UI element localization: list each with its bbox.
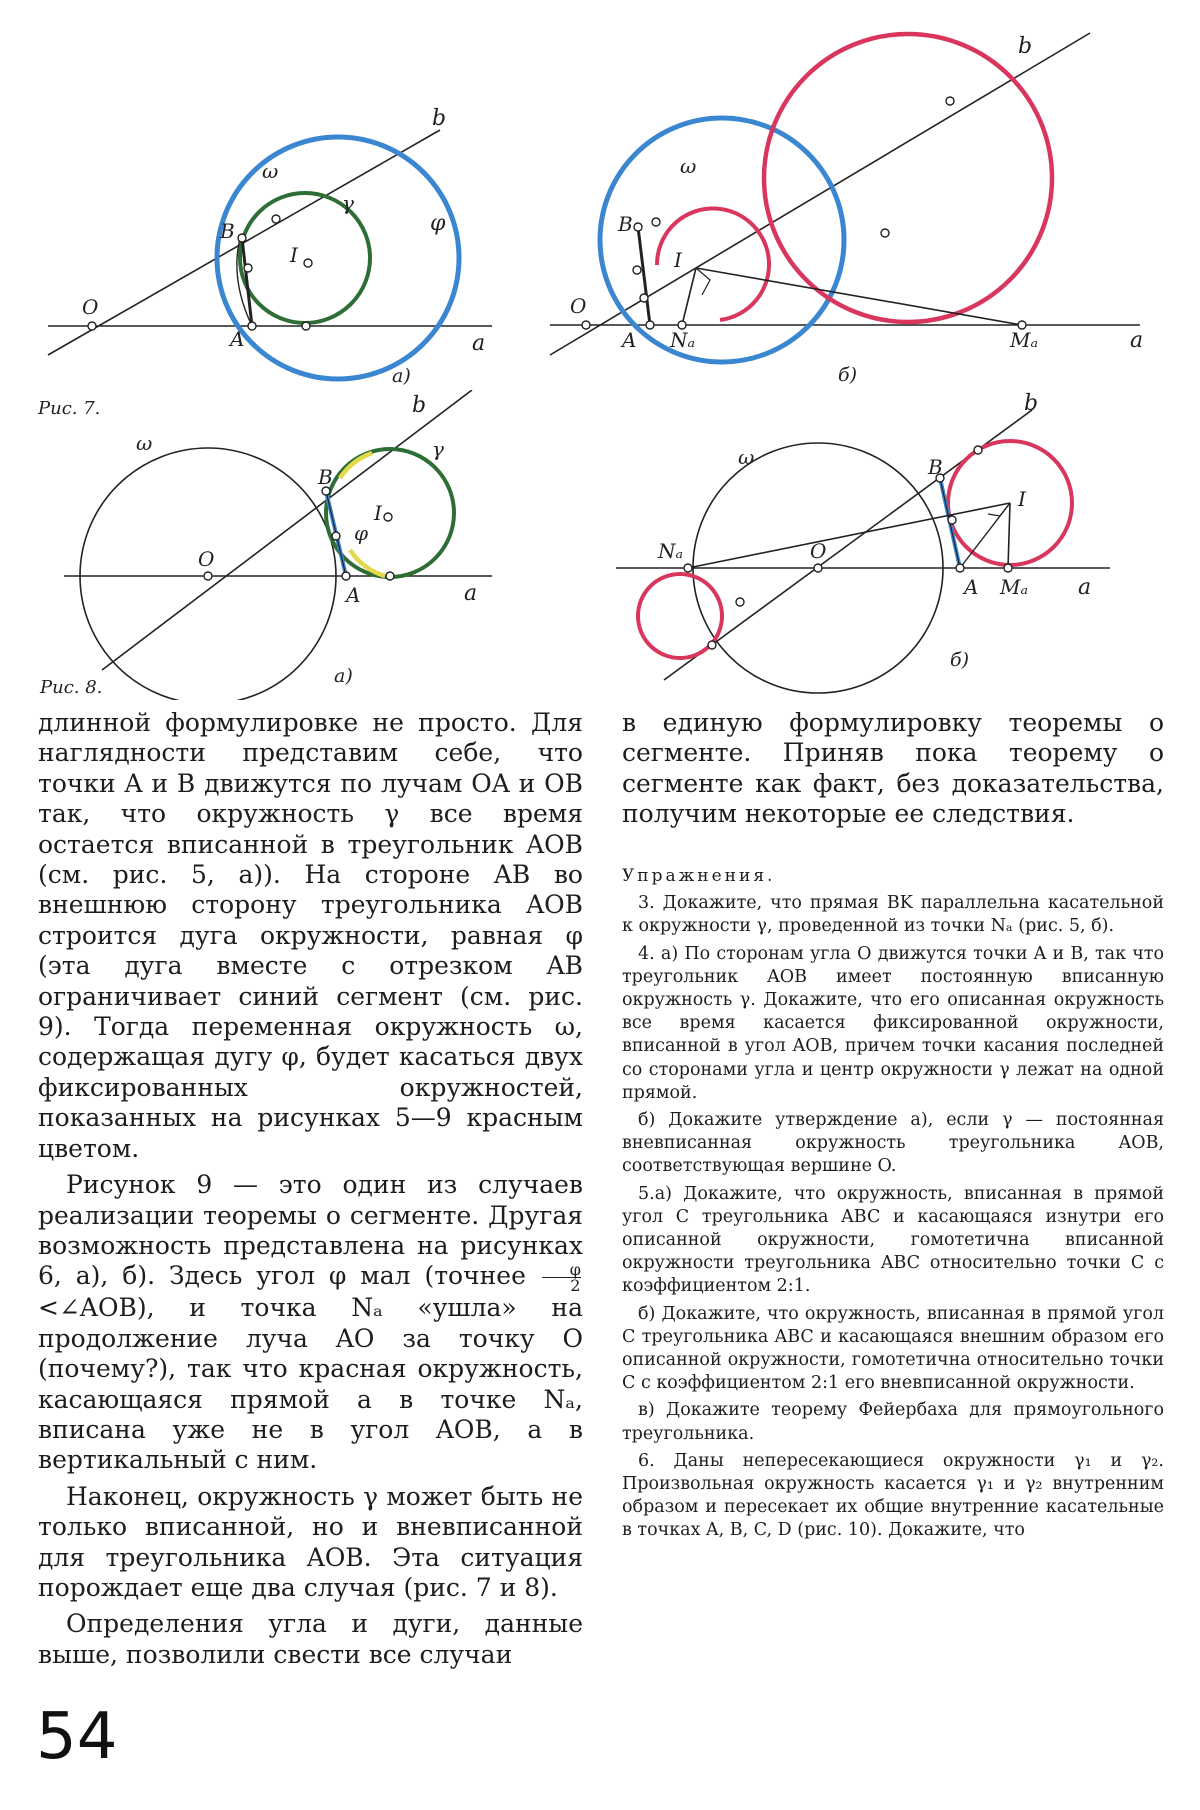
- label-b: b: [412, 393, 427, 418]
- label-I: I: [290, 243, 298, 267]
- label-a: a: [1078, 575, 1092, 600]
- label-I: I: [674, 248, 682, 272]
- label-O: O: [810, 539, 827, 563]
- paragraph: Определения угла и дуги, данные выше, позволили свести все случаи: [38, 1609, 583, 1669]
- label-Ma: Mₐ: [1000, 575, 1028, 599]
- label-Ma: Mₐ: [1010, 328, 1038, 352]
- label-B: B: [928, 455, 943, 479]
- paragraph: в единую формулировку теоремы о сегменте. Приняв пока теорему о сегменте как факт, без доказательства, получим некоторые ее следствия.: [622, 708, 1164, 829]
- paragraph: Наконец, окружность γ может быть не только вписанной, но и вневписанной для треугольника AOB. Эта ситуация порождает еще два случая (рис. 7 и 8).: [38, 1481, 583, 1602]
- label-a: a: [464, 581, 478, 606]
- label-B: B: [318, 465, 333, 489]
- exercise-3: 3. Докажите, что прямая BK параллельна касательной к окружности γ, проведенной из точки Nₐ (рис. 5, б).: [622, 893, 1164, 937]
- label-gamma: γ: [342, 191, 354, 215]
- label-I: I: [1018, 487, 1026, 511]
- label-phi: φ: [430, 211, 446, 236]
- label-I: I: [374, 501, 382, 525]
- circle-omega: [217, 137, 459, 379]
- label-A: A: [230, 327, 245, 351]
- figure-7b: [540, 15, 1180, 400]
- left-column: [38, 708, 583, 1670]
- exercises-title: Упражнения.: [622, 866, 776, 886]
- figure-7-caption: Рис. 7.: [38, 398, 101, 419]
- label-Na: Nₐ: [658, 539, 684, 563]
- label-B: B: [618, 212, 633, 236]
- fraction-numerator: φ: [542, 1262, 581, 1278]
- paragraph: [38, 1170, 583, 1476]
- label-B: B: [220, 219, 235, 243]
- label-A: A: [964, 575, 979, 599]
- exercise-5a: 5.а) Докажите, что окружность, вписанная в прямой угол C треугольника ABC и касающаяся изнутри его описанной окружности, гомотетична вписанной окружности треугольника ABC относительно точки C с коэффициентом 2:1.: [622, 1183, 1164, 1297]
- sub-label: б): [838, 364, 858, 386]
- label-O: O: [570, 294, 587, 318]
- line-b: [550, 33, 1090, 355]
- label-a: a: [472, 331, 486, 356]
- sub-label: б): [950, 649, 970, 671]
- exercise-4a: 4. а) По сторонам угла O движутся точки A и B, так что треугольник AOB имеет постоянную вписанную окружность γ. Докажите, что его описанная окружность все время касается фиксированной окружности, вписанной в угол AOB, причем точки касания последней со сторонами угла и центр окружности γ лежат на одной прямой.: [622, 943, 1164, 1103]
- exercise-5b: б) Докажите, что окружность, вписанная в прямой угол C треугольника ABC и касающаяся внешним образом его описанной окружности, гомотетична относительно точки C с коэффициентом 2:1 его вневписанной окружности.: [622, 1303, 1164, 1394]
- label-omega: ω: [262, 159, 279, 183]
- right-column-intro: [622, 708, 1164, 830]
- exercise-5c: в) Докажите теорему Фейербаха для прямоугольного треугольника.: [622, 1400, 1164, 1444]
- sub-label: а): [334, 665, 353, 687]
- label-omega: ω: [680, 154, 697, 178]
- text-fragment: Рисунок 9 — это один из случаев реализации теоремы о сегменте. Другая возможность представлена на рисунках 6, а), б). Здесь угол φ мал (точнее: [38, 1170, 583, 1291]
- label-phi: φ: [354, 521, 369, 545]
- label-A: A: [346, 583, 361, 607]
- label-omega: ω: [738, 445, 755, 469]
- paragraph: длинной формулировке не просто. Для наглядности представим себе, что точки A и B движутся по лучам OA и OB так, что окружность γ все время остается вписанной в треугольник AOB (см. рис. 5, а)). На стороне AB во внешнюю сторону треугольника AOB строится дуга окружности, равная φ (эта дуга вместе с отрезком AB ограничивает синий сегмент (см. рис. 9). Тогда переменная окружность ω, содержащая дугу φ, будет касаться двух фиксированных окружностей, показанных на рисунках 5—9 красным цветом.: [38, 708, 583, 1163]
- label-b: b: [1024, 391, 1039, 416]
- figure-8b: [600, 390, 1200, 700]
- label-O: O: [82, 295, 99, 319]
- exercise-4b: б) Докажите утверждение а), если γ — постоянная вневписанная окружность треугольника AOB, соответствующая вершине O.: [622, 1110, 1164, 1177]
- label-O: O: [198, 547, 215, 571]
- label-omega: ω: [136, 431, 153, 455]
- figure-7a: [40, 30, 600, 400]
- label-A: A: [622, 328, 637, 352]
- label-b: b: [1018, 34, 1033, 59]
- text-fragment: <∠AOB), и точка Nₐ «ушла» на продолжение луча AO за точку O (почему?), так что красная окружность, касающаяся прямой a в точке Nₐ, вписана уже не в угол AOB, а в вертикальный с ним.: [38, 1293, 583, 1475]
- circle-red-large: [764, 34, 1052, 322]
- sub-label: а): [392, 365, 411, 387]
- label-Na: Nₐ: [670, 328, 696, 352]
- figure-8a: [40, 390, 600, 700]
- fraction: [542, 1260, 581, 1296]
- line-b: [102, 390, 472, 670]
- figure-8-caption: Рис. 8.: [40, 677, 103, 698]
- exercises: [622, 865, 1164, 1543]
- page-number: 54: [36, 1700, 118, 1774]
- exercise-6: 6. Даны непересекающиеся окружности γ₁ и γ₂. Произвольная окружность касается γ₁ и γ₂ внутренним образом и пересекает их общие внутренние касательные в точках A, B, C, D (рис. 10). Докажите, что: [622, 1450, 1164, 1541]
- label-gamma: γ: [432, 437, 444, 461]
- fraction-denominator: 2: [570, 1276, 581, 1296]
- label-a: a: [1130, 328, 1144, 353]
- label-b: b: [432, 106, 447, 131]
